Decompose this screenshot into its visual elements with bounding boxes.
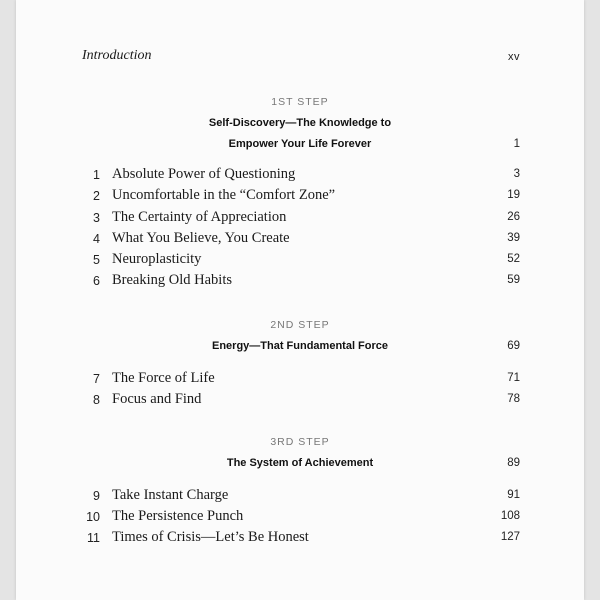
step-1-label: 1ST STEP [271, 96, 329, 108]
chapter-page-number: 91 [507, 489, 520, 501]
chapter-page-number: 39 [507, 232, 520, 244]
step-1-title-line-1: Self-Discovery—The Knowledge to [208, 117, 392, 129]
intro-title: Introduction [82, 48, 152, 63]
toc-page [16, 0, 584, 600]
chapter-number: 7 [93, 372, 100, 386]
chapter-number: 3 [93, 211, 100, 225]
chapter-number: 6 [93, 274, 100, 288]
intro-page-number: xv [508, 51, 520, 63]
chapter-page-number: 59 [507, 274, 520, 286]
step-1-page-number: 1 [513, 138, 520, 150]
chapter-title: Focus and Find [112, 391, 202, 407]
chapter-title: The Persistence Punch [112, 508, 244, 524]
step-1-title-line-2: Empower Your Life Forever [228, 138, 372, 150]
chapter-number: 8 [93, 393, 100, 407]
chapter-title: Take Instant Charge [112, 487, 229, 503]
chapter-page-number: 26 [507, 211, 520, 223]
chapter-page-number: 52 [507, 253, 520, 265]
step-3-title: The System of Achievement [226, 457, 374, 469]
step-2-title: Energy—That Fundamental Force [211, 340, 389, 352]
chapter-title: Absolute Power of Questioning [112, 166, 296, 182]
chapter-number: 4 [93, 232, 100, 246]
chapter-title: What You Believe, You Create [112, 230, 290, 246]
chapter-page-number: 127 [500, 531, 520, 543]
chapter-page-number: 3 [513, 168, 520, 180]
step-3-page-number: 89 [507, 457, 520, 469]
chapter-title: Neuroplasticity [112, 251, 202, 267]
step-2-page-number: 69 [507, 340, 520, 352]
chapter-number: 10 [86, 510, 100, 524]
step-3-label: 3RD STEP [270, 436, 330, 448]
chapter-title: Breaking Old Habits [112, 272, 233, 288]
chapter-title: The Force of Life [112, 370, 215, 386]
chapter-title: The Certainty of Appreciation [112, 209, 287, 225]
chapter-number: 5 [93, 253, 100, 267]
chapter-number: 9 [93, 489, 100, 503]
chapter-number: 1 [93, 168, 100, 182]
chapter-number: 11 [87, 531, 100, 545]
chapter-page-number: 71 [507, 372, 520, 384]
chapter-page-number: 19 [507, 189, 520, 201]
chapter-title: Uncomfortable in the “Comfort Zone” [112, 187, 336, 203]
chapter-number: 2 [93, 189, 100, 203]
chapter-page-number: 108 [500, 510, 520, 522]
chapter-title: Times of Crisis—Let’s Be Honest [112, 529, 309, 545]
chapter-page-number: 78 [507, 393, 520, 405]
step-2-label: 2ND STEP [270, 319, 330, 331]
